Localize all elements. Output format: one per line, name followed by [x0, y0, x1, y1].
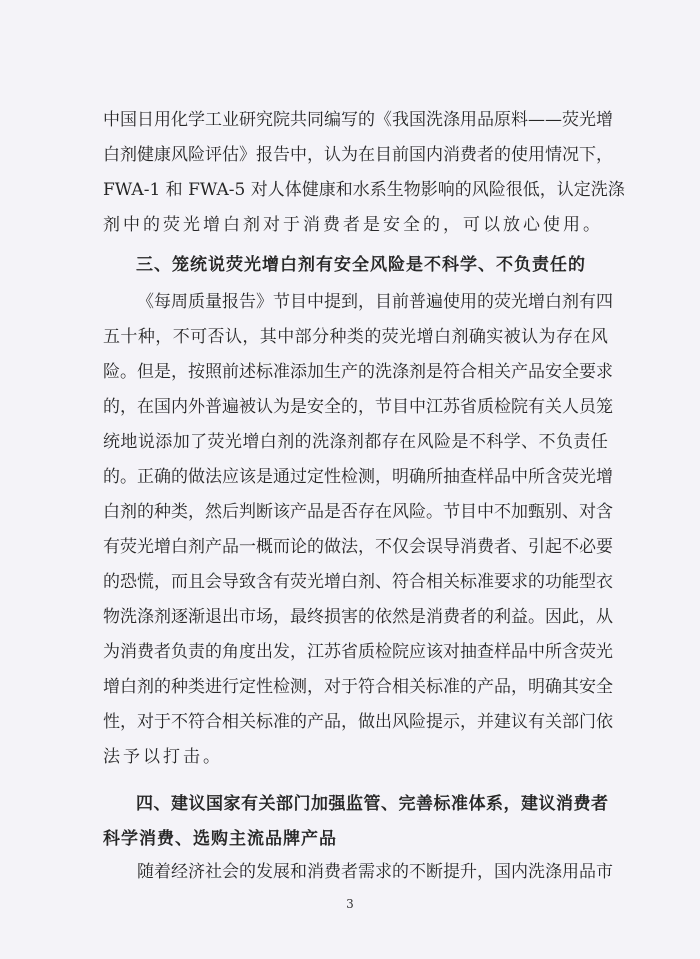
text-line: 的 ， 在 国 内 外 普 遍 被 认 为 是 安 全 的 ， 节 目 中 江 苏 省 质 检 院 有 关 人 员 笼 [103, 397, 613, 417]
text-line: FWA-1 和 FWA-5 对 人 体 健 康 和 水 系 生 物 影 响 的 风 险 很 低 ， 认 定 洗 涤 [103, 180, 625, 200]
text-line: 白 剂 的 种 类 ， 然 后 判 断 该 产 品 是 否 存 在 风 险 。 节 目 中 不 加 甄 别 、 对 含 [103, 502, 613, 522]
text-line: 的 。 正 确 的 做 法 应 该 是 通 过 定 性 检 测 ， 明 确 所 抽 查 样 品 中 所 含 荧 光 增 [103, 467, 613, 487]
paragraph-risk-argument [103, 285, 613, 775]
heading-text: 四 、 建 议 国 家 有 关 部 门 加 强 监 管 、 完 善 标 准 体 系 ， 建 议 消 费 者 [136, 794, 608, 814]
text-line: 险 。 但 是 ， 按 照 前 述 标 准 添 加 生 产 的 洗 涤 剂 是 符 合 相 关 产 品 安 全 要 求 [103, 362, 613, 382]
text-line: 随 着 经 济 社 会 的 发 展 和 消 费 者 需 求 的 不 断 提 升 ， 国 内 洗 涤 用 品 市 [137, 862, 613, 882]
text-line: 法予以打击。 [103, 747, 223, 767]
section-heading-4 [103, 787, 608, 857]
heading-text: 三、笼统说荧光增白剂有安全风险是不科学、不负责任的 [136, 255, 586, 275]
heading-text: 科学消费、选购主流品牌产品 [103, 829, 337, 849]
text-line: 的 恐 慌 ， 而 且 会 导 致 含 有 荧 光 增 白 剂 、 符 合 相 关 标 准 要 求 的 功 能 型 衣 [103, 572, 613, 592]
text-line: 物 洗 涤 剂 逐 渐 退 出 市 场 ， 最 终 损 害 的 依 然 是 消 费 者 的 利 益 。 因 此 ， 从 [103, 607, 613, 627]
text-line: 白 剂 健 康 风 险 评 估 》 报 告 中 ， 认 为 在 目 前 国 内 消 费 者 的 使 用 情 况 下 ， [103, 145, 613, 165]
text-line: 增 白 剂 的 种 类 进 行 定 性 检 测 ， 对 于 符 合 相 关 标 准 的 产 品 ， 明 确 其 安 全 [103, 677, 613, 697]
text-line: 《 每 周 质 量 报 告 》 节 目 中 提 到 ， 目 前 普 遍 使 用 的 荧 光 增 白 剂 有 四 [137, 292, 613, 312]
text-line: 中 国 日 用 化 学 工 业 研 究 院 共 同 编 写 的 《 我 国 洗 涤 用 品 原 料 — — 荧 光 增 [103, 110, 613, 130]
text-line: 统 地 说 添 加 了 荧 光 增 白 剂 的 洗 涤 剂 都 存 在 风 险 是 不 科 学 、 不 负 责 任 [103, 432, 608, 452]
text-line: 性 ， 对 于 不 符 合 相 关 标 准 的 产 品 ， 做 出 风 险 提 示 ， 并 建 议 有 关 部 门 依 [103, 712, 613, 732]
paragraph-fwa-assessment [103, 103, 625, 243]
text-line: 五 十 种 ， 不 可 否 认 ， 其 中 部 分 种 类 的 荧 光 增 白 剂 确 实 被 认 为 存 在 风 [103, 327, 608, 347]
text-line: 有 荧 光 增 白 剂 产 品 一 概 而 论 的 做 法 ， 不 仅 会 误 导 消 费 者 、 引 起 不 必 要 [103, 537, 613, 557]
text-line: 剂中的荧光增白剂对于消费者是安全的，可以放心使用。 [103, 215, 603, 235]
text-line: 为 消 费 者 负 责 的 角 度 出 发 ， 江 苏 省 质 检 院 应 该 对 抽 查 样 品 中 所 含 荧 光 [103, 642, 613, 662]
section-heading-3 [103, 248, 608, 283]
page-number: 3 [346, 897, 354, 911]
paragraph-market-development [103, 855, 613, 890]
